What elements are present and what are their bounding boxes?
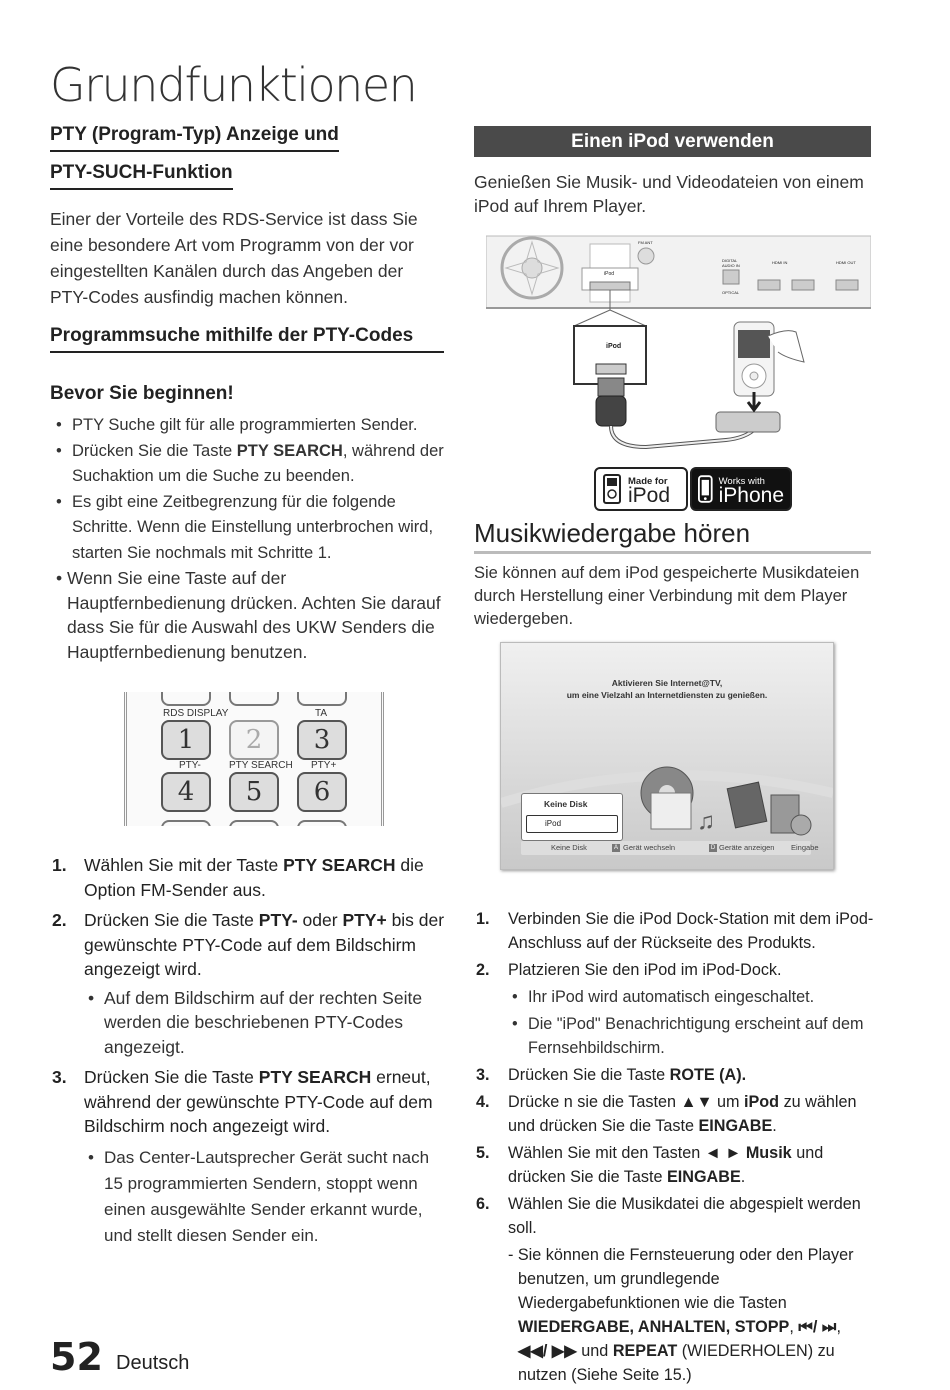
list-item: • Wenn Sie eine Taste auf der Hauptfernbedienung drücken. Achten Sie darauf dass Sie für die Auswahl des UKW Senders die Hauptfernbedienung benutzen. bbox=[52, 566, 448, 664]
screen-message-line1: Aktivieren Sie Internet@TV, bbox=[611, 678, 723, 688]
ipod-intro: Genießen Sie Musik- und Videodateien von einem iPod auf Ihrem Player. bbox=[474, 172, 864, 216]
music-intro: Sie können auf dem iPod gespeicherte Musikdateien durch Herstellung einer Verbindung mit dem Player wiedergeben. bbox=[474, 564, 860, 628]
ipod-port-zoom-label: iPod bbox=[606, 343, 622, 350]
works-with-iphone-badge bbox=[690, 467, 792, 511]
bottom-geraet-wechseln: Gerät wechseln bbox=[623, 843, 676, 852]
music-playback-heading: Musikwiedergabe hören bbox=[474, 518, 871, 554]
page-title: Grundfunktionen bbox=[50, 58, 417, 112]
digital-audio-label: DIGITAL AUDIO IN bbox=[722, 258, 740, 268]
d-button-icon: D bbox=[710, 845, 716, 851]
iphone-icon bbox=[698, 474, 713, 504]
screen-message bbox=[501, 677, 833, 701]
key-1: 1 bbox=[161, 720, 211, 760]
ta-label: TA bbox=[315, 708, 328, 719]
ipod-icon bbox=[602, 474, 622, 504]
before-list bbox=[52, 413, 448, 664]
pty-search-heading-text: Programmsuche mithilfe der PTY-Codes bbox=[50, 325, 444, 353]
menu-item-ipod[interactable]: iPod bbox=[526, 815, 618, 833]
list-item: • Auf dem Bildschirm auf der rechten Seite werden die beschriebenen PTY-Codes angezeigt. bbox=[84, 986, 450, 1060]
bottom-keine-disk: Keine Disk bbox=[551, 843, 587, 852]
pty-search-label: PTY SEARCH bbox=[229, 760, 293, 771]
step6-note: - Sie können die Fernsteuerung oder den Player benutzen, um grundlegende Wiedergabefunktionen wie die Tasten WIEDERGABE, ANHALTEN, STOPP, ⏮/ ⏭, ◀◀/ ▶▶ und REPEAT (WIEDERHOLEN) zu nutzen (Siehe Seite 15.) bbox=[508, 1246, 854, 1384]
key-5: 5 bbox=[229, 772, 279, 812]
list-item: 1. Verbinden Sie die iPod Dock-Station mit dem iPod-Anschluss auf der Rückseite des Produkts. bbox=[476, 910, 874, 952]
list-item: 5. Wählen Sie mit den Tasten ◄ ► Musik und drücken Sie die Taste EINGABE. bbox=[476, 1144, 824, 1186]
screen-message-line2: um eine Vielzahl an Internetdiensten zu genießen. bbox=[566, 690, 768, 700]
hdmi-out-label: HDMI OUT bbox=[836, 260, 856, 265]
screen-bottom-bar bbox=[521, 841, 819, 855]
tv-home-screen bbox=[500, 642, 834, 870]
ipod-steps bbox=[474, 907, 874, 1390]
rds-display-label: RDS DISPLAY bbox=[163, 708, 229, 719]
ipod-port-label: iPod bbox=[604, 271, 615, 277]
ipod-badge-text: iPod bbox=[628, 484, 671, 507]
list-item: 6. Wählen Sie die Musikdatei die abgespielt werden soll. - Sie können die Fernsteuerung oder den Player benutzen, um grundlegende Wiedergabefunktionen wie die Tasten WIEDERGABE, ANHALTEN, STOPP, ⏮/ ⏭, ◀◀/ ▶▶ und REPEAT (WIEDERHOLEN) zu nutzen (Siehe Seite 15.) bbox=[474, 1192, 874, 1387]
key-3: 3 bbox=[297, 720, 347, 760]
key-2: 2 bbox=[229, 720, 279, 760]
pty-heading-line1: PTY (Program-Typ) Anzeige und bbox=[50, 124, 339, 152]
fm-ant-label: FM ANT bbox=[638, 240, 653, 245]
list-item: • Es gibt eine Zeitbegrenzung für die folgende Schritte. Wenn die Einstellung unterbrochen wird, starten Sie nochmals mit Schritte 1. bbox=[52, 490, 448, 567]
menu-item-keine-disk[interactable]: Keine Disk bbox=[544, 799, 588, 809]
list-item: • Die "iPod" Benachrichtigung erscheint auf dem Fernsehbildschirm. bbox=[508, 1012, 874, 1060]
pty-search-heading bbox=[50, 325, 444, 353]
made-for-text: Made for bbox=[628, 476, 668, 487]
red-a-button-icon: A bbox=[613, 845, 618, 851]
list-item: • Drücken Sie die Taste PTY SEARCH, während der Suchaktion um die Suche zu beenden. bbox=[52, 439, 448, 490]
made-for-ipod-badge bbox=[594, 467, 688, 511]
bottom-eingabe: Eingabe bbox=[791, 843, 819, 852]
pty-heading-line2: PTY-SUCH-Funktion bbox=[50, 162, 233, 190]
list-item: • Ihr iPod wird automatisch eingeschaltet. bbox=[508, 985, 874, 1009]
list-item: 4. Drücke n sie die Tasten ▲▼ um iPod zu wählen und drücken Sie die Taste EINGABE. bbox=[476, 1093, 857, 1135]
works-with-text: Works with bbox=[718, 476, 765, 487]
list-item: 1. Wählen Sie mit der Taste PTY SEARCH die Option FM-Sender aus. bbox=[52, 855, 424, 900]
hdmi-in-label: HDMI IN bbox=[772, 260, 788, 265]
list-item: 2. Platzieren Sie den iPod im iPod-Dock. • Ihr iPod wird automatisch eingeschaltet. • Die "iPod" Benachrichtigung erscheint auf dem Fernsehbildschirm. bbox=[474, 958, 874, 1060]
svg-text:♫: ♫ bbox=[697, 808, 715, 835]
device-menu bbox=[521, 793, 623, 841]
ipod-connection-diagram bbox=[486, 232, 871, 462]
page-number: 52 bbox=[50, 1335, 103, 1379]
remote-illustration bbox=[124, 692, 384, 826]
pty-plus-label: PTY+ bbox=[311, 760, 337, 771]
before-heading: Bevor Sie beginnen! bbox=[50, 383, 234, 404]
key-4: 4 bbox=[161, 772, 211, 812]
ipod-diagram-svg bbox=[486, 232, 871, 462]
page-language: Deutsch bbox=[116, 1352, 190, 1374]
bottom-geraete-anzeigen: Geräte anzeigen bbox=[719, 843, 775, 852]
list-item: • PTY Suche gilt für alle programmierten Sender. bbox=[52, 413, 448, 439]
list-item: • Das Center-Lautsprecher Gerät sucht nach 15 programmierten Sendern, stoppt wenn einen ausgewählte Sender erkannt wurde, und stellt diesen Sender ein. bbox=[84, 1145, 450, 1249]
pty-intro: Einer der Vorteile des RDS-Service ist dass Sie eine besondere Art vom Programm von der vor eingestellten Kanälen durch das Angeben der PTY-Codes ausfindig machen können. bbox=[50, 209, 418, 307]
list-item: 3. Drücken Sie die Taste ROTE (A). bbox=[476, 1066, 747, 1084]
pty-minus-label: PTY- bbox=[179, 760, 201, 771]
iphone-badge-text: iPhone bbox=[718, 484, 784, 507]
list-item: 3. Drücken Sie die Taste PTY SEARCH erneut, während der gewünschte PTY-Code auf dem Bildschirm noch angezeigt wird. • Das Center-Lautsprecher Gerät sucht nach 15 programmierten Sendern, stoppt wenn einen ausgewählte Sender erkannt wurde, und stellt diesen Sender ein. bbox=[50, 1065, 450, 1249]
pty-heading bbox=[50, 124, 339, 190]
key-6: 6 bbox=[297, 772, 347, 812]
ipod-band-heading: Einen iPod verwenden bbox=[474, 126, 871, 157]
optical-label: OPTICAL bbox=[722, 290, 740, 295]
pty-steps bbox=[50, 853, 450, 1255]
list-item: 2. Drücken Sie die Taste PTY- oder PTY+ bis der gewünschte PTY-Code auf dem Bildschirm angezeigt wird. • Auf dem Bildschirm auf der rechten Seite werden die beschriebenen PTY-Codes angezeigt. bbox=[50, 908, 450, 1059]
